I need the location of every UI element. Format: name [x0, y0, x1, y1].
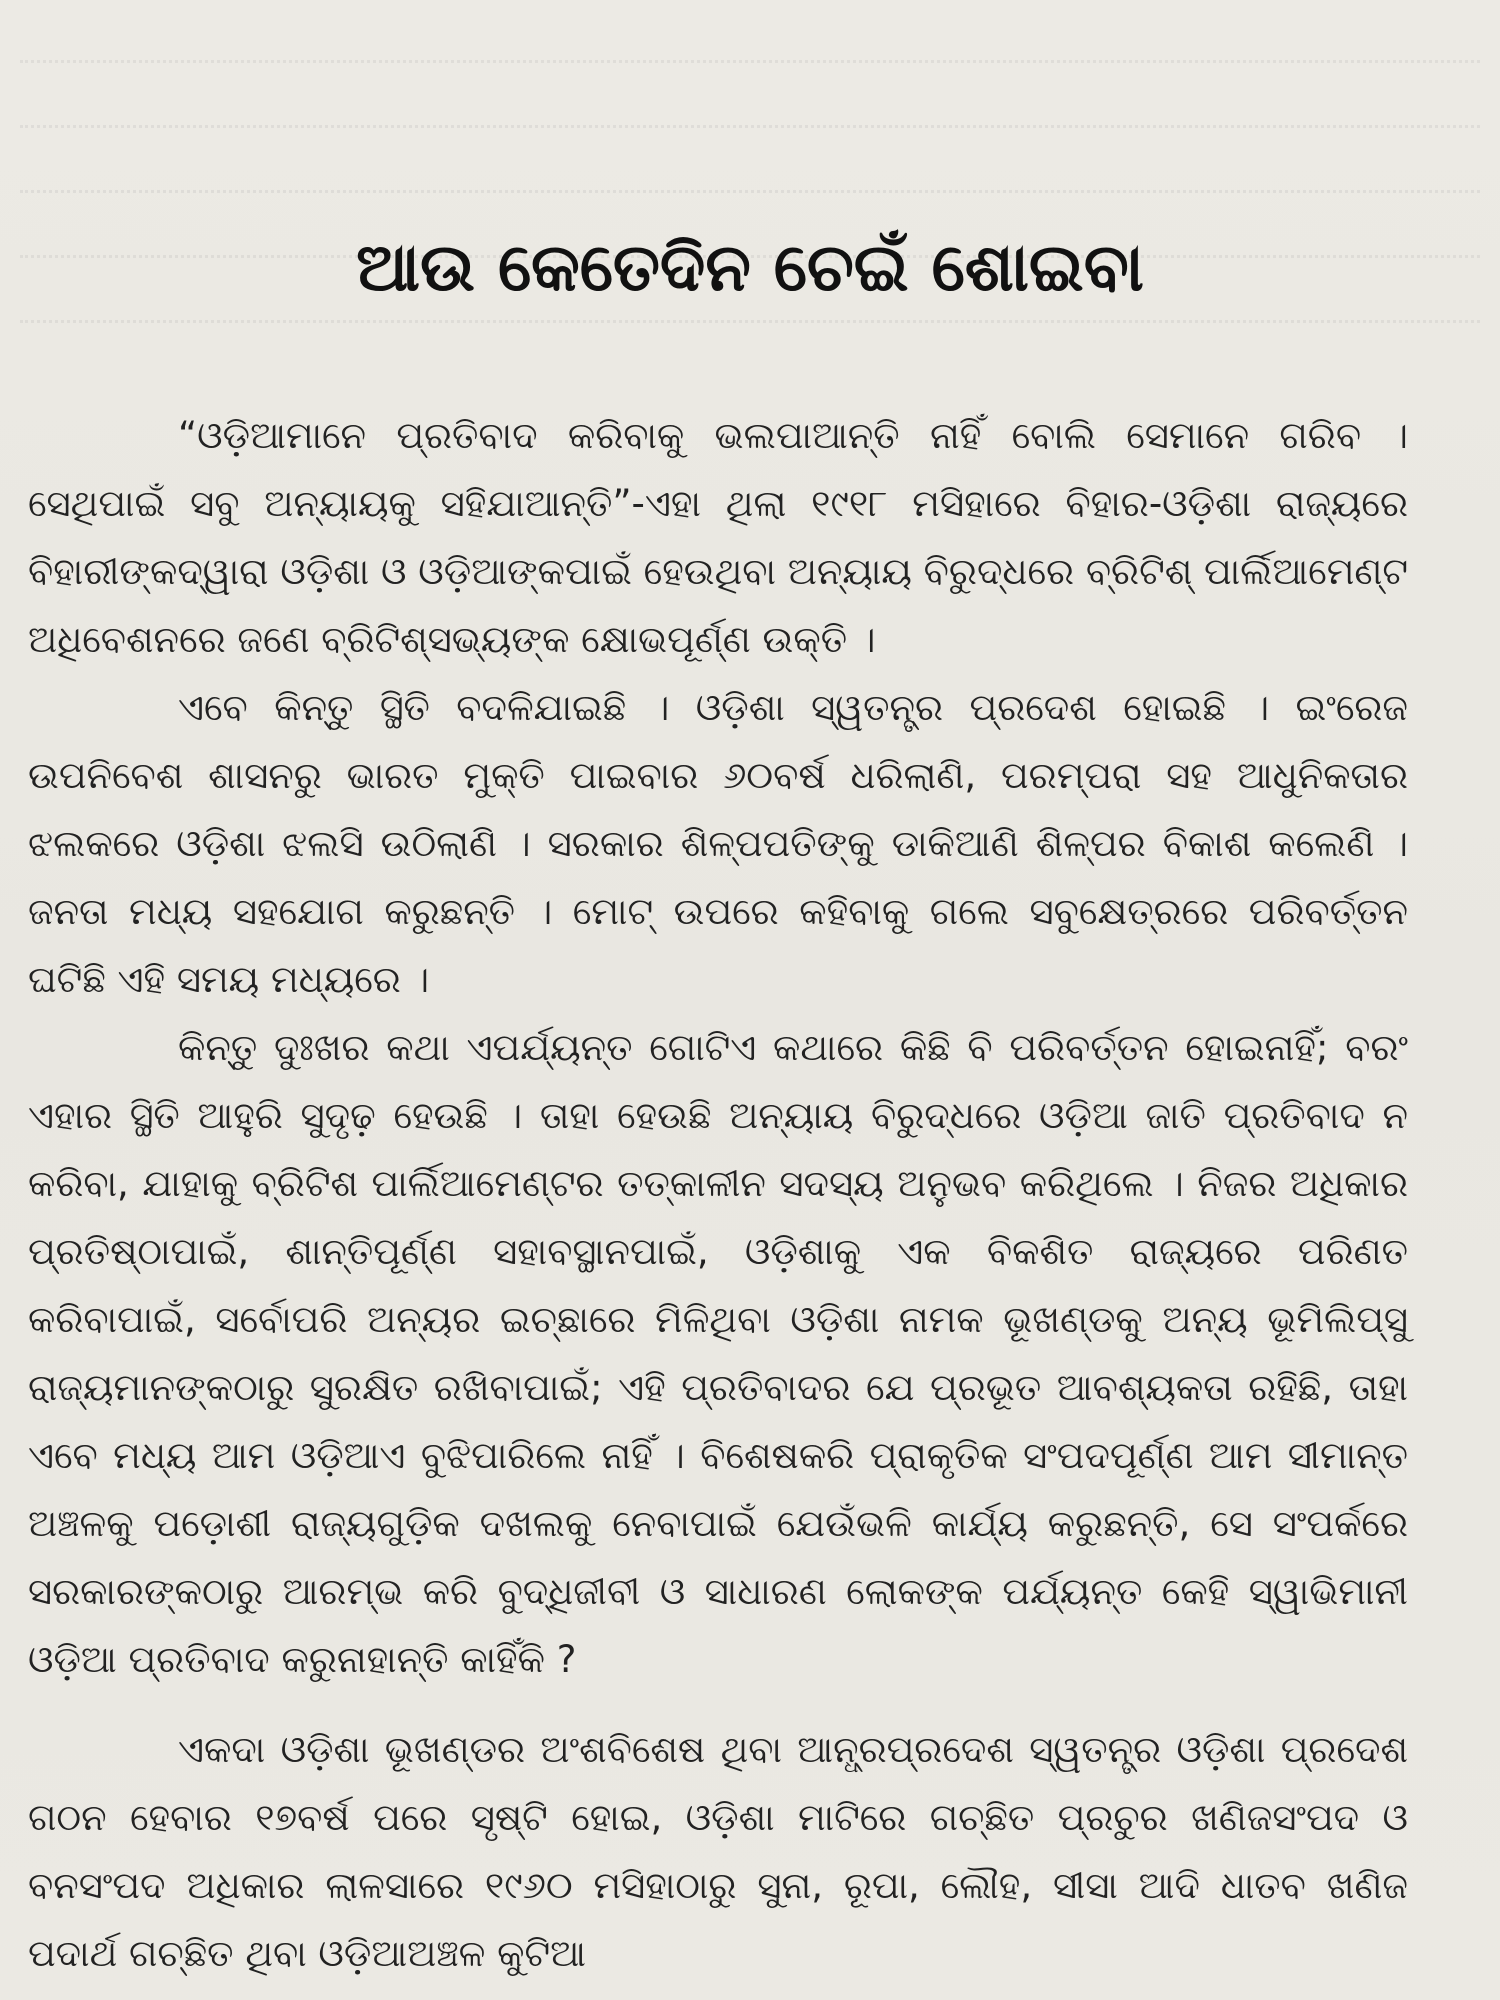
- bleed-line: [20, 65, 1480, 128]
- bleed-line: [20, 325, 1480, 380]
- bleed-line: [20, 130, 1480, 193]
- article-body: [28, 402, 1408, 1988]
- paragraph-1: “ଓଡ଼ିଆମାନେ ପ୍ରତିବାଦ କରିବାକୁ ଭଲପାଆନ୍ତି ନାହିଁ ବୋଲି ସେମାନେ ଗରିବ । ସେଥିପାଇଁ ସବୁ ଅନ୍ୟାୟକୁ ସହିଯାଆନ୍ତି”-ଏହା ଥିଲା ୧୯୧୮ ମସିହାରେ ବିହାର-ଓଡ଼ିଶା ରାଜ୍ୟରେ ବିହାରୀଙ୍କଦ୍ୱାରା ଓଡ଼ିଶା ଓ ଓଡ଼ିଆଙ୍କପାଇଁ ହେଉଥିବା ଅନ୍ୟାୟ ବିରୁଦ୍ଧରେ ବ୍ରିଟିଶ୍ ପାର୍ଲିଆମେଣ୍ଟ ଅଧିବେଶନରେ ଜଣେ ବ୍ରିଟିଶ୍‌ସଭ୍ୟଙ୍କ କ୍ଷୋଭପୂର୍ଣ୍ଣ ଉକ୍ତି ।: [28, 414, 1408, 661]
- paragraph-2: ଏବେ କିନ୍ତୁ ସ୍ଥିତି ବଦଳିଯାଇଛି । ଓଡ଼ିଶା ସ୍ୱତନ୍ତ୍ର ପ୍ରଦେଶ ହୋଇଛି । ଇଂରେଜ ଉପନିବେଶ ଶାସନରୁ ଭାରତ ମୁକ୍ତି ପାଇବାର ୬୦ବର୍ଷ ଧରିଲାଣି, ପରମ୍ପରା ସହ ଆଧୁନିକତାର ଝଲକରେ ଓଡ଼ିଶା ଝଲସି ଉଠିଲାଣି । ସରକାର ଶିଳ୍ପପତିଙ୍କୁ ଡାକିଆଣି ଶିଳ୍ପର ବିକାଶ କଲେଣି । ଜନତା ମଧ୍ୟ ସହଯୋଗ କରୁଛନ୍ତି । ମୋଟ୍ ଉପରେ କହିବାକୁ ଗଲେ ସବୁକ୍ଷେତ୍ରରେ ପରିବର୍ତ୍ତନ ଘଟିଛି ଏହି ସମୟ ମଧ୍ୟରେ ।: [28, 686, 1408, 1001]
- paragraph-3: କିନ୍ତୁ ଦୁଃଖର କଥା ଏପର୍ଯ୍ୟନ୍ତ ଗୋଟିଏ କଥାରେ କିଛି ବି ପରିବର୍ତ୍ତନ ହୋଇନାହିଁ; ବରଂ ଏହାର ସ୍ଥିତି ଆହୁରି ସୁଦୃଢ଼ ହେଉଛି । ତାହା ହେଉଛି ଅନ୍ୟାୟ ବିରୁଦ୍ଧରେ ଓଡ଼ିଆ ଜାତି ପ୍ରତିବାଦ ନ କରିବା, ଯାହାକୁ ବ୍ରିଟିଶ ପାର୍ଲିଆମେଣ୍ଟର ତତ୍କାଳୀନ ସଦସ୍ୟ ଅନୁଭବ କରିଥିଲେ । ନିଜର ଅଧିକାର ପ୍ରତିଷ୍ଠାପାଇଁ, ଶାନ୍ତିପୂର୍ଣ୍ଣ ସହାବସ୍ଥାନପାଇଁ, ଓଡ଼ିଶାକୁ ଏକ ବିକଶିତ ରାଜ୍ୟରେ ପରିଣତ କରିବାପାଇଁ, ସର୍ବୋପରି ଅନ୍ୟର ଇଚ୍ଛାରେ ମିଳିଥିବା ଓଡ଼ିଶା ନାମକ ଭୂଖଣ୍ଡକୁ ଅନ୍ୟ ଭୂମିଲିପ୍ସୁ ରାଜ୍ୟମାନଙ୍କଠାରୁ ସୁରକ୍ଷିତ ରଖିବାପାଇଁ; ଏହି ପ୍ରତିବାଦର ଯେ ପ୍ରଭୂତ ଆବଶ୍ୟକତା ରହିଛି, ତାହା ଏବେ ମଧ୍ୟ ଆମ ଓଡ଼ିଆଏ ବୁଝିପାରିଲେ ନାହିଁ । ବିଶେଷକରି ପ୍ରାକୃତିକ ସଂପଦପୂର୍ଣ୍ଣ ଆମ ସୀମାନ୍ତ ଅଞ୍ଚଳକୁ ପଡ଼ୋଶୀ ରାଜ୍ୟଗୁଡ଼ିକ ଦଖଲକୁ ନେବାପାଇଁ ଯେଉଁଭଳି କାର୍ଯ୍ୟ କରୁଛନ୍ତି, ସେ ସଂପର୍କରେ ସରକାରଙ୍କଠାରୁ ଆରମ୍ଭ କରି ବୁଦ୍ଧିଜୀବୀ ଓ ସାଧାରଣ ଲୋକଙ୍କ ପର୍ଯ୍ୟନ୍ତ କେହି ସ୍ୱାଭିମାନୀ ଓଡ଼ିଆ ପ୍ରତିବାଦ କରୁନାହାନ୍ତି କାହିଁକି ?: [28, 1026, 1408, 1681]
- bleed-through-background: [20, 0, 1480, 380]
- paragraph-4: ଏକଦା ଓଡ଼ିଶା ଭୂଖଣ୍ଡର ଅଂଶବିଶେଷ ଥିବା ଆନ୍ଧ୍ରପ୍ରଦେଶ ସ୍ୱତନ୍ତ୍ର ଓଡ଼ିଶା ପ୍ରଦେଶ ଗଠନ ହେବାର ୧୭ବର୍ଷ ପରେ ସୃଷ୍ଟି ହୋଇ, ଓଡ଼ିଶା ମାଟିରେ ଗଚ୍ଛିତ ପ୍ରଚୁର ଖଣିଜସଂପଦ ଓ ବନସଂପଦ ଅଧିକାର ଲାଳସାରେ ୧୯୬୦ ମସିହାଠାରୁ ସୁନା, ରୂପା, ଲୌହ, ସୀସା ଆଦି ଧାତବ ଖଣିଜ ପଦାର୍ଥ ଗଚ୍ଛିତ ଥିବା ଓଡ଼ିଆଅଞ୍ଚଳ କୁଟିଆ: [28, 1728, 1408, 1975]
- bleed-line: [20, 0, 1480, 63]
- article-title: ଆଉ କେତେଦିନ ଚେଇଁ ଶୋଇବା: [356, 229, 1144, 306]
